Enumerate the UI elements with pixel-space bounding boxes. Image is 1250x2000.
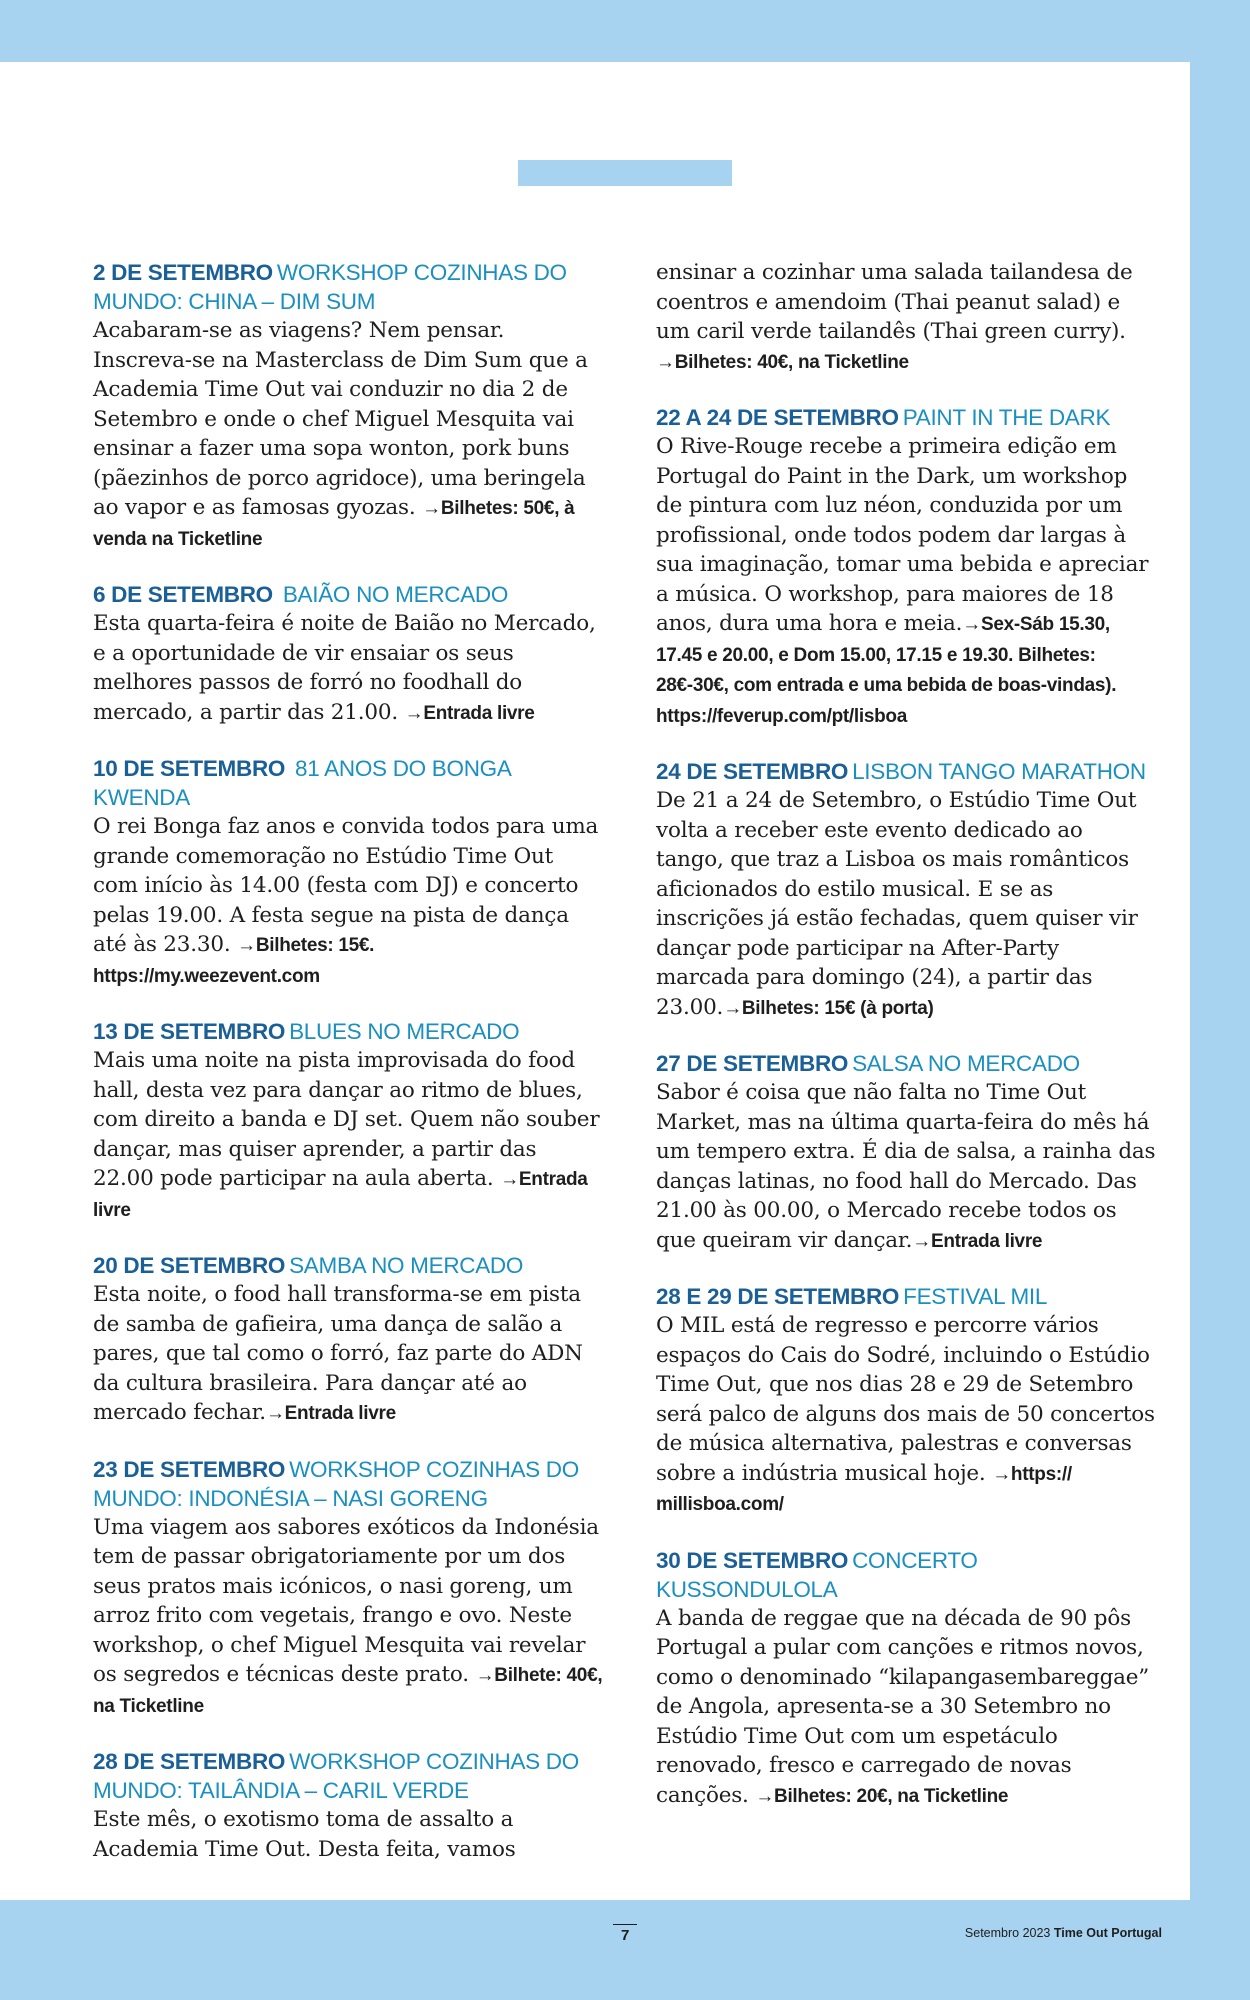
event-date: 2 DE SETEMBRO xyxy=(93,260,273,285)
event-info: →Bilhetes: 15€ (à porta) xyxy=(723,997,934,1019)
event-entry xyxy=(656,757,1156,1023)
event-entry xyxy=(93,258,603,554)
event-body: ensinar a cozinhar uma salada tailandesa de coentros e amendoim (Thai peanut salad) e um caril verde tailandês (Thai green curry). →Bilhetes: 40€, na Ticketline xyxy=(656,260,1133,373)
event-heading xyxy=(93,258,603,316)
event-date: 30 DE SETEMBRO xyxy=(656,1547,849,1573)
publication-name: Time Out Portugal xyxy=(1053,1926,1162,1940)
issue-date: Setembro 2023 xyxy=(964,1926,1051,1940)
event-heading xyxy=(656,1049,1156,1078)
event-entry xyxy=(656,1546,1156,1812)
event-date: 13 DE SETEMBRO xyxy=(93,1019,286,1044)
event-heading xyxy=(93,1251,603,1280)
event-info: →Bilhetes: 40€, na Ticketline xyxy=(656,351,909,373)
event-info: →Entrada livre xyxy=(93,1169,588,1221)
event-title: SALSA NO MERCADO xyxy=(852,1051,1080,1076)
event-title: LISBON TANGO MARATHON xyxy=(852,759,1146,784)
event-date: 23 DE SETEMBRO xyxy=(93,1456,286,1482)
event-body: Uma viagem aos sabores exóticos da Indonésia tem de passar obrigatoriamente por um dos seus pratos mais icónicos, o nasi goreng, um arroz frito com vegetais, frango e ovo. Neste workshop, o chef Miguel Mesquita vai revelar os segredos e técnicas deste prato. →Bilhete: 40€, na Ticketline xyxy=(93,1514,603,1717)
event-title: WORKSHOP COZINHAS DO MUNDO: CHINA – DIM SUM xyxy=(93,260,567,314)
event-body: Acabaram-se as viagens? Nem pensar. Inscreva-se na Masterclass de Dim Sum que a Academia Time Out vai conduzir no dia 2 de Setembro e onde o chef Miguel Mesquita vai ensinar a fazer uma sopa wonton, pork buns (pãezinhos de porco agridoce), uma beringela ao vapor e as famosas gyozas. →Bilhetes: 50€, à venda na Ticketline xyxy=(93,318,588,550)
event-heading xyxy=(656,403,1156,432)
event-date: 6 DE SETEMBRO xyxy=(93,582,273,607)
event-body: O rei Bonga faz anos e convida todos para uma grande comemoração no Estúdio Time Out com início às 14.00 (festa com DJ) e concerto pelas 19.00. A festa segue na pista de dança até às 23.30. →Bilhetes: 15€. https://my.weezevent.com xyxy=(93,814,599,987)
event-body: Esta quarta-feira é noite de Baião no Mercado, e a oportunidade de vir ensaiar os seus melhores passos de forró no foodhall do mercado, a partir das 21.00. →Entrada livre xyxy=(93,611,596,725)
page-number: 7 xyxy=(613,1924,637,1944)
event-body: Mais uma noite na pista improvisada do food hall, desta vez para dançar ao ritmo de blues, com direito a banda e DJ set. Quem não souber dançar, mas quiser aprender, a partir das 22.00 pode participar na aula aberta. →Entrada livre xyxy=(93,1048,600,1221)
event-body: O MIL está de regresso e percorre vários espaços do Cais do Sodré, incluindo o Estúdio Time Out, que nos dias 28 e 29 de Setembro será palco de alguns dos mais de 50 concertos de música alternativa, palestras e conversas sobre a indústria musical hoje. →https:// millisboa.com/ xyxy=(656,1313,1155,1515)
event-entry xyxy=(93,1017,603,1225)
event-title: WORKSHOP COZINHAS DO MUNDO: TAILÂNDIA – CARIL VERDE xyxy=(93,1749,579,1803)
event-body: De 21 a 24 de Setembro, o Estúdio Time Out volta a receber este evento dedicado ao tango, que traz a Lisboa os mais românticos aficionados do estilo musical. E se as inscrições já estão fechadas, quem quiser vir dançar pode participar na After-Party marcada para domingo (24), a partir das 23.00.→Bilhetes: 15€ (à porta) xyxy=(656,788,1138,1020)
event-heading xyxy=(656,757,1156,786)
event-entry xyxy=(93,1747,603,1864)
event-info: →Bilhetes: 15€. https://my.weezevent.com xyxy=(93,935,375,987)
event-heading xyxy=(656,1282,1156,1311)
left-column xyxy=(93,258,603,1890)
event-date: 22 A 24 DE SETEMBRO xyxy=(656,405,899,430)
event-heading xyxy=(93,1747,603,1805)
event-date: 20 DE SETEMBRO xyxy=(93,1253,286,1278)
footer-credit xyxy=(965,1926,1162,1940)
event-info: →Entrada livre xyxy=(404,702,535,724)
event-date: 28 E 29 DE SETEMBRO xyxy=(656,1284,900,1309)
event-entry xyxy=(93,754,603,991)
event-heading xyxy=(93,580,603,609)
event-info: →Entrada livre xyxy=(912,1230,1043,1252)
event-date: 24 DE SETEMBRO xyxy=(656,759,849,784)
event-title: CONCERTO KUSSONDULOLA xyxy=(656,1547,978,1602)
event-title: BAIÃO NO MERCADO xyxy=(282,582,509,607)
event-entry xyxy=(93,580,603,728)
event-entry xyxy=(656,1049,1156,1256)
event-info: →Bilhetes: 50€, à venda na Ticketline xyxy=(93,498,575,550)
event-heading xyxy=(93,1017,603,1046)
event-date: 27 DE SETEMBRO xyxy=(656,1051,849,1076)
event-body: Sabor é coisa que não falta no Time Out Market, mas na última quarta-feira do mês há um tempero extra. É dia de salsa, a rainha das danças latinas, no food hall do Mercado. Das 21.00 às 00.00, o Mercado recebe todos os que queiram vir dançar.→Entrada livre xyxy=(656,1080,1156,1253)
event-title: FESTIVAL MIL xyxy=(903,1284,1048,1309)
event-info: →Bilhete: 40€, na Ticketline xyxy=(93,1665,603,1717)
event-heading xyxy=(93,754,603,812)
decorative-top-bar xyxy=(518,160,732,186)
event-date: 28 DE SETEMBRO xyxy=(93,1749,286,1774)
event-body: O Rive-Rouge recebe a primeira edição em Portugal do Paint in the Dark, um workshop de pintura com luz néon, conduzida por um profissional, onde todos podem dar largas à sua imaginação, tomar uma bebida e apreciar a música. O workshop, para maiores de 18 anos, dura uma hora e meia.→Sex-Sáb 15.30, 17.45 e 20.00, e Dom 15.00, 17.15 e 19.30. Bilhetes: 28€-30€, com entrada e uma bebida de boas-vindas). https://feverup.com/pt/lisboa xyxy=(656,434,1149,727)
event-body: Esta noite, o food hall transforma-se em pista de samba de gafieira, uma dança de salão a pares, que tal como o forró, faz parte do ADN da cultura brasileira. Para dançar até ao mercado fechar.→Entrada livre xyxy=(93,1282,583,1425)
event-title: PAINT IN THE DARK xyxy=(902,405,1111,430)
event-body: A banda de reggae que na década de 90 pôs Portugal a pular com canções e ritmos novos, como o denominado “kilapangasembareggae” de Angola, apresenta-se a 30 Setembro no Estúdio Time Out com um espetáculo renovado, fresco e carregado de novas canções. →Bilhetes: 20€, na Ticketline xyxy=(656,1605,1150,1808)
event-title: 81 ANOS DO BONGA KWENDA xyxy=(93,756,511,810)
event-heading xyxy=(93,1455,603,1513)
event-info: →Bilhetes: 20€, na Ticketline xyxy=(755,1785,1009,1807)
right-column xyxy=(656,258,1156,1837)
event-info: →Sex-Sáb 15.30, 17.45 e 20.00, e Dom 15.00, 17.15 e 19.30. Bilhetes: 28€-30€, com entrada e uma bebida de boas-vindas). https://feverup.com/pt/lisboa xyxy=(656,614,1117,727)
event-title: BLUES NO MERCADO xyxy=(289,1019,520,1044)
event-body: Este mês, o exotismo toma de assalto a Academia Time Out. Desta feita, vamos xyxy=(93,1807,516,1862)
page-footer xyxy=(0,1900,1250,2000)
event-title: SAMBA NO MERCADO xyxy=(289,1253,524,1278)
event-entry xyxy=(93,1455,603,1722)
event-title: WORKSHOP COZINHAS DO MUNDO: INDONÉSIA – NASI GORENG xyxy=(93,1456,579,1511)
event-entry xyxy=(656,403,1156,731)
event-info: →https:// millisboa.com/ xyxy=(656,1463,1072,1515)
event-heading xyxy=(656,1546,1156,1604)
event-entry xyxy=(93,1251,603,1429)
event-entry xyxy=(656,1282,1156,1520)
event-entry-continued xyxy=(656,258,1156,377)
event-date: 10 DE SETEMBRO xyxy=(93,756,286,781)
event-info: →Entrada livre xyxy=(265,1403,396,1424)
